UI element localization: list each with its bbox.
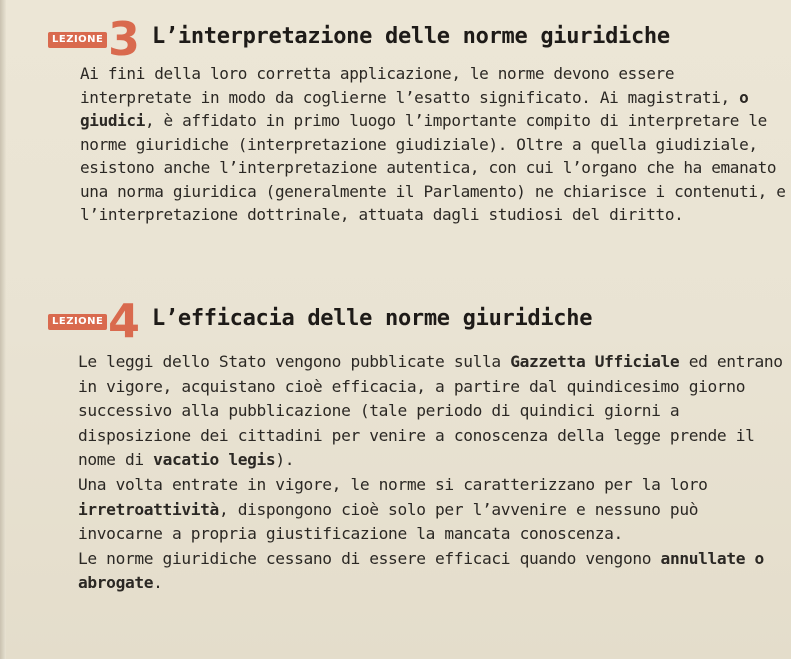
lesson-4-section [0, 294, 791, 593]
text-run: Le norme giuridiche cessano di essere efficaci quando vengono [78, 548, 661, 568]
lesson-number: 3 [108, 12, 141, 66]
lesson-4-paragraph [78, 350, 790, 596]
text-run: ). [275, 450, 295, 470]
text-run: . [153, 573, 163, 593]
bold-term: irretroattività [78, 499, 219, 519]
text-run: Una volta entrate in vigore, le norme si caratterizzano per la loro [78, 474, 708, 494]
lesson-3-paragraph [80, 62, 791, 227]
lesson-3-header [0, 12, 791, 66]
lesson-number: 4 [108, 294, 141, 348]
text-run: Ai fini della loro corretta applicazione, le norme devono essere interpretate in modo da coglierne l’esatto significato. Ai magistrati, [80, 64, 740, 107]
bold-term: vacatio legis [153, 450, 276, 470]
section-title: L’efficacia delle norme giuridiche [152, 306, 593, 331]
text-run: , dispongono cioè solo per l’avvenire e nessuno può invocarne a propria giustificazione la mancata conoscenza. [78, 499, 699, 544]
lesson-badge: LEZIONE [48, 314, 107, 330]
bold-term: Gazzetta Ufficiale [510, 352, 680, 371]
lesson-4-header [0, 294, 791, 348]
text-run: , è affidato in primo luogo l’importante compito di interpretare le norme giuridiche (interpretazione giudiziale). Oltre a quella giudiziale, esistono anche l’interpretazione autentica, con cui l’organo che ha emanato una norma giuridica (generalmente il Parlamento) ne chiarisce i contenuti, e l’interpretazione dottrinale, attuata dagli studiosi del diritto. [80, 111, 786, 224]
text-run: ed entrano in vigore, acquistano cioè efficacia, a partire dal quindicesimo giorno successivo alla pubblicazione (tale periodo di quindici giorni a disposizione dei cittadini per venire a conoscenza della legge prende il nome di [78, 352, 783, 470]
lesson-badge: LEZIONE [48, 32, 107, 48]
lesson-3-section [0, 12, 791, 224]
bold-term: annullate o abrogate [78, 548, 764, 593]
bold-term: o giudici [80, 87, 749, 130]
text-run: Le leggi dello Stato vengono pubblicate sulla [78, 352, 511, 371]
section-title: L’interpretazione delle norme giuridiche [152, 24, 670, 49]
